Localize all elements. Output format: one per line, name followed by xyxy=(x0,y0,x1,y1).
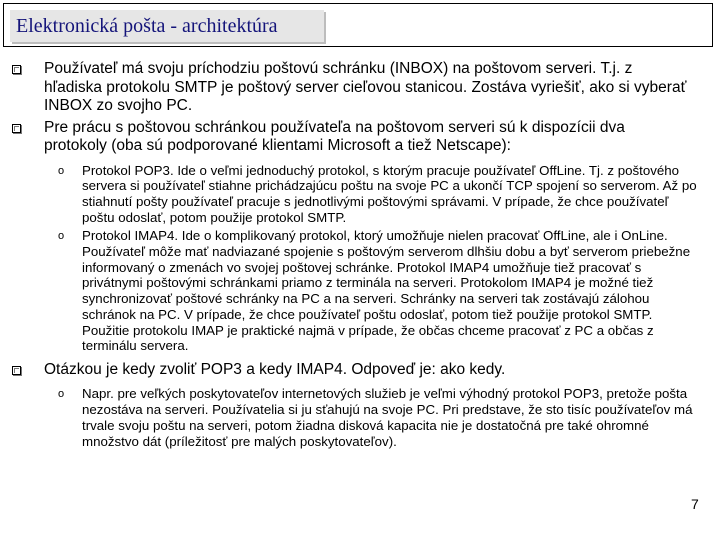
bullet-item xyxy=(44,361,692,380)
page-number: 7 xyxy=(691,496,699,512)
page-title: Elektronická pošta - architektúra xyxy=(16,15,278,37)
protocol-imap4-text: Protokol IMAP4. Ide o komplikovaný protokol, ktorý umožňuje nielen pracovať OffLine, ale i OnLine. Používateľ môže mať nadviazané spojenie s poštovým serverom dlhšiu dobu a byť serverom priebežne informovaný o zmenách vo svojej poštovej schránke. Protokol IMAP4 umožňuje tiež pracovať s privátnymi poštovými schránkami priamo z terminála na serveri. Protokolom IMAP4 je možné tiež synchronizovať poštové schránky na PC a na serveri. Schránky na serveri tak zostávajú zálohou schránok na PC. V prípade, že chce používateľ poštu odoslať, potom tiež použije protokol SMTP. Použitie protokolu IMAP je praktické najmä v prípade, že občas chceme pracovať z PC a občas z terminálu servera. xyxy=(82,228,691,354)
circle-bullet-icon: o xyxy=(58,230,65,243)
answer-text: Napr. pre veľkých poskytovateľov internetových služieb je veľmi výhodný protokol POP3, pretože pošta nezostáva na serveri. Používatelia si ju sťahujú na svoje PC. Pri predstave, že sto tisíc používateľov má trvale svoju poštu na serveri, potom žiadna disková kapacita nie je dostatočná pre také ohromné množstvo dát (príležitosť pre malých poskytovateľov). xyxy=(82,386,693,449)
bullet-text: Používateľ má svoju príchodziu poštovú schránku (INBOX) na poštovom serveri. T.j. z hľadiska protokolu SMTP je poštový server cieľovou stanicou. Zostáva vyriešiť, ako si vyberať INBOX zo svojho PC. xyxy=(44,60,687,114)
circle-bullet-icon: o xyxy=(58,164,65,177)
square-bullet-icon xyxy=(12,366,21,375)
square-bullet-icon xyxy=(12,124,21,133)
title-frame xyxy=(3,3,713,47)
question-text: Otázkou je kedy zvoliť POP3 a kedy IMAP4. Odpoveď je: ako kedy. xyxy=(44,360,506,378)
bullet-item xyxy=(44,119,692,156)
circle-bullet-icon: o xyxy=(58,388,65,401)
square-bullet-icon xyxy=(12,65,21,74)
bullet-text: Pre prácu s poštovou schránkou používateľa na poštovom serveri sú k dispozícii dva protokoly (oba sú podporované klientami Microsoft a tiež Netscape): xyxy=(44,118,625,154)
sub-bullet-item xyxy=(58,386,700,449)
bullet-item xyxy=(44,60,692,116)
slide-content xyxy=(0,60,720,449)
sub-bullet-item xyxy=(58,162,700,226)
title-banner xyxy=(10,10,324,42)
protocol-pop3-text: Protokol POP3. Ide o veľmi jednoduchý protokol, s ktorým pracuje používateľ OffLine. Tj. z poštového servera si používateľ stiahne prichádzajúcu poštu na svoje PC a ukončí TCP spojení so serverom. Až po stiahnutí pošty používateľ pracuje s jednotlivými poštovými správami. V prípade, že chce používateľ poštu odoslať, potom použije protokol SMTP. xyxy=(82,162,697,225)
sub-bullet-item xyxy=(58,228,700,354)
